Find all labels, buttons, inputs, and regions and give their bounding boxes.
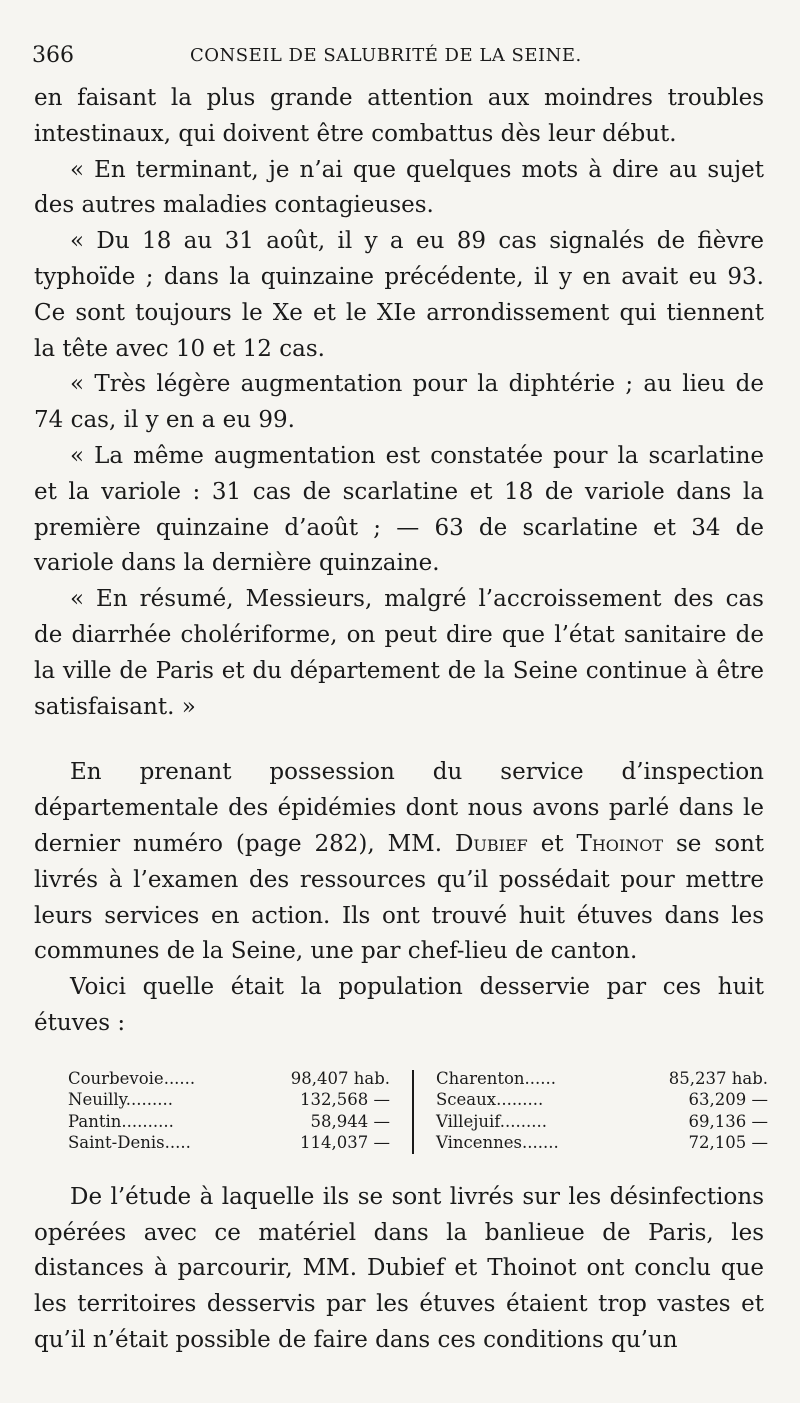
column-divider [412,1070,414,1154]
paragraph-diphtheria: « Très légère augmentation pour la diphtérie ; au lieu de 74 cas, il y en a eu 99. [34,371,764,434]
table-row [68,1089,390,1111]
paragraph-population: Voici quelle était la population desservie par ces huit étuves : [34,974,764,1036]
paragraph-scarlatina: « La même augmentation est constatée pour la scarlatine et la variole : 31 cas de scarlatine et 18 de variole dans la première quinzaine d’août ; — 63 de scarlatine et 34 de variole dans la dernière quinzaine. [34,442,764,577]
commune-name: Saint-Denis..... [68,1133,191,1153]
commune-name: Charenton...... [436,1068,557,1088]
population-value: 114,037 — [300,1133,390,1153]
page-header [32,38,767,74]
population-value: 69,136 — [688,1111,768,1131]
paragraph-typhoid: « Du 18 au 31 août, il y a eu 89 cas signalés de fièvre typhoïde ; dans la quinzaine précédente, il y en avait eu 93. Ce sont toujours le Xe et le XIe arrondissement qui tiennent la tête avec 10 et 12 cas. [34,228,764,362]
running-title: CONSEIL DE SALUBRITÉ DE LA SEINE. [190,45,582,66]
table-row [436,1111,768,1133]
table-row [436,1089,768,1111]
page-body [34,81,768,1359]
commune-name: Vincennes....... [436,1133,559,1153]
page-number: 366 [32,43,74,68]
commune-name: Villejuif......... [436,1111,547,1131]
commune-name: Pantin.......... [68,1111,174,1131]
population-table [68,1068,768,1158]
population-column-right [436,1068,768,1154]
population-value: 85,237 hab. [668,1068,768,1088]
population-value: 58,944 — [310,1111,390,1131]
paragraph-continued: en faisant la plus grande attention aux moindres troubles intestinaux, qui doivent être combattus dès leur début. [34,85,764,147]
commune-name: Sceaux......... [436,1090,544,1110]
author-name: Dubief [454,830,528,857]
commune-name: Neuilly......... [68,1090,173,1110]
population-value: 72,105 — [688,1133,768,1153]
paragraph-summary: « En résumé, Messieurs, malgré l’accroissement des cas de diarrhée cholériforme, on peut dire que l’état sanitaire de la ville de Paris et du département de la Seine continue à être satisfaisant. » [34,586,764,720]
paragraph-inspection: En prenant possession du service d’inspection départementale des épidémies dont nous avons parlé dans le dernier numéro (page 282), MM. Dubief et Thoinot se sont livrés à l’examen des ressources qu’il possédait pour mettre leurs services en action. Ils ont trouvé huit étuves dans les communes de la Seine, une par chef-lieu de canton. [34,759,765,965]
population-value: 98,407 hab. [290,1068,390,1088]
commune-name: Courbevoie...... [68,1068,196,1088]
paragraph-quote-intro: « En terminant, je n’ai que quelques mots à dire au sujet des autres maladies contagieuses. [34,156,764,219]
table-row [68,1132,390,1154]
table-row [68,1068,390,1090]
table-row [68,1111,390,1133]
population-value: 132,568 — [300,1090,390,1110]
population-column-left [68,1068,390,1154]
section-gap [34,725,764,755]
paragraph-conclusion: De l’étude à laquelle ils se sont livrés sur les désinfections opérées avec ce matériel dans la banlieue de Paris, les distances à parcourir, MM. Dubief et Thoinot ont conclu que les territoires desservis par les étuves étaient trop vastes et qu’il n’était possible de faire dans ces conditions qu’un [34,1183,764,1353]
author-name: Thoinot [576,830,664,857]
population-value: 63,209 — [688,1090,768,1110]
table-row [436,1068,768,1090]
table-row [436,1132,768,1154]
